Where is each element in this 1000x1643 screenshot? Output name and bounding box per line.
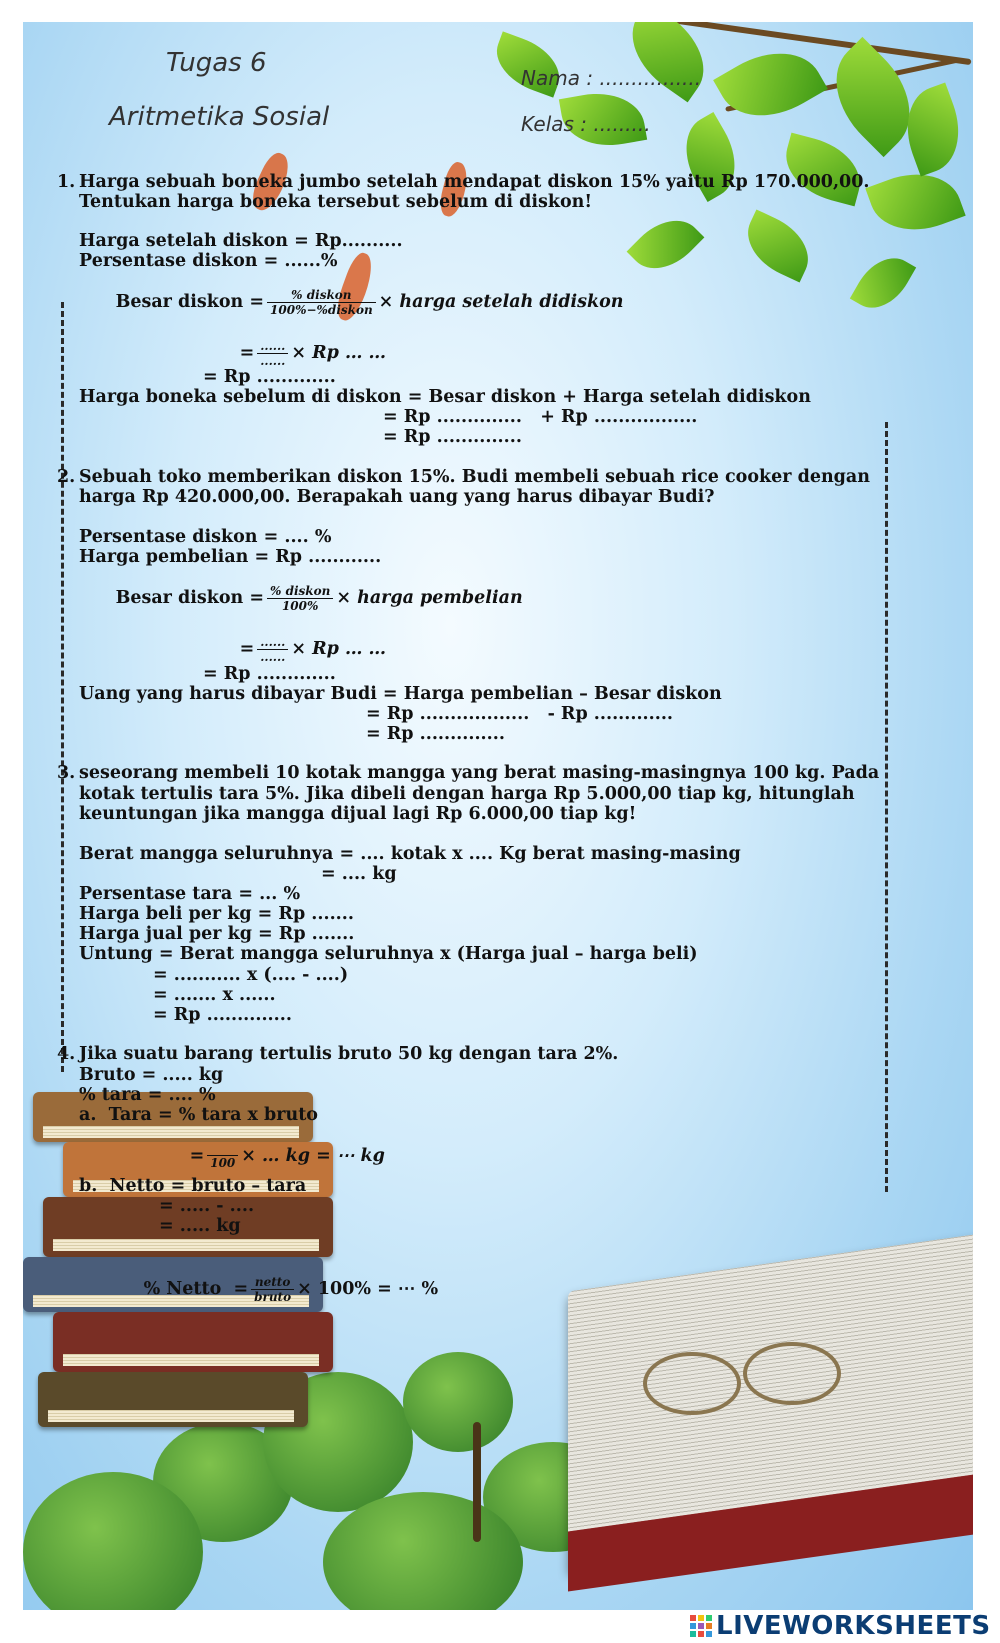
answer-line[interactable]: Harga jual per kg = Rp ....... bbox=[79, 924, 355, 944]
fraction[interactable] bbox=[257, 339, 288, 368]
formula-eq: = bbox=[189, 1146, 205, 1166]
answer-line[interactable]: = Rp .............. + Rp ................. bbox=[383, 407, 698, 427]
question-text: Tentukan harga boneka tersebut sebelum di diskon! bbox=[79, 192, 593, 212]
fraction-numerator[interactable] bbox=[207, 1143, 238, 1156]
fraction[interactable] bbox=[257, 635, 288, 664]
formula-tail[interactable]: × 100% = ⋯ % bbox=[297, 1279, 439, 1299]
right-dashed-line bbox=[885, 422, 888, 1192]
answer-line[interactable]: Harga beli per kg = Rp ....... bbox=[79, 904, 354, 924]
answer-line: b. Netto = bruto – tara bbox=[79, 1176, 307, 1196]
formula-tail: × harga pembelian bbox=[336, 588, 523, 608]
answer-line[interactable]: = Rp .............. bbox=[153, 1005, 292, 1025]
fraction-denominator: 100% bbox=[281, 599, 319, 613]
name-field[interactable]: Nama : ................ bbox=[521, 66, 702, 90]
answer-line[interactable]: = Rp .............. bbox=[366, 724, 505, 744]
glasses-icon bbox=[643, 1352, 741, 1415]
answer-line[interactable]: Harga pembelian = Rp ............ bbox=[79, 547, 382, 567]
class-field[interactable]: Kelas : ......... bbox=[521, 112, 651, 136]
fraction bbox=[267, 584, 333, 613]
answer-line[interactable]: = Rp .................. - Rp ............. bbox=[366, 704, 674, 724]
fraction-numerator[interactable]: ...... bbox=[257, 635, 288, 650]
question-text: harga Rp 420.000,00. Berapakah uang yang harus dibayar Budi? bbox=[79, 487, 715, 507]
answer-line[interactable]: Bruto = ..... kg bbox=[79, 1065, 224, 1085]
formula-eq: = bbox=[239, 639, 255, 659]
question-text: seseorang membeli 10 kotak mangga yang berat masing-masingnya 100 kg. Pada bbox=[79, 763, 880, 783]
worksheet bbox=[23, 22, 973, 1610]
answer-line[interactable]: = ....... x ...... bbox=[153, 985, 276, 1005]
question-number: 3. bbox=[57, 763, 76, 783]
fraction-denominator: 100%−%diskon bbox=[270, 303, 373, 317]
formula-tail[interactable]: × … kg = ⋯ kg bbox=[241, 1146, 385, 1166]
formula-eq: = bbox=[239, 343, 255, 363]
left-dashed-line bbox=[61, 302, 64, 1072]
answer-line[interactable]: = Rp ............. bbox=[203, 664, 336, 684]
formula-tail: × harga setelah didiskon bbox=[378, 292, 624, 312]
liveworksheets-icon bbox=[690, 1615, 712, 1637]
answer-line[interactable]: Persentase diskon = ......% bbox=[79, 251, 338, 271]
fraction-numerator: % diskon bbox=[267, 584, 333, 599]
question-text: keuntungan jika mangga dijual lagi Rp 6.000,00 tiap kg! bbox=[79, 804, 637, 824]
question-text: Sebuah toko memberikan diskon 15%. Budi membeli sebuah rice cooker dengan bbox=[79, 467, 870, 487]
fraction bbox=[251, 1275, 294, 1304]
formula-tail[interactable]: × Rp … … bbox=[291, 343, 387, 363]
formula-label: Besar diskon = bbox=[115, 292, 265, 312]
fraction-numerator: netto bbox=[251, 1275, 294, 1290]
question-text: Harga sebuah boneka jumbo setelah mendapat diskon 15% yaitu Rp 170.000,00. bbox=[79, 172, 870, 192]
answer-line: Harga boneka sebelum di diskon = Besar diskon + Harga setelah didiskon bbox=[79, 387, 811, 407]
answer-line[interactable]: Persentase diskon = .... % bbox=[79, 527, 332, 547]
question-text: Jika suatu barang tertulis bruto 50 kg dengan tara 2%. bbox=[79, 1044, 619, 1064]
answer-line: Uang yang harus dibayar Budi = Harga pembelian – Besar diskon bbox=[79, 684, 722, 704]
answer-line: Untung = Berat mangga seluruhnya x (Harga jual – harga beli) bbox=[79, 944, 698, 964]
fraction-numerator[interactable]: ...... bbox=[257, 339, 288, 354]
question-number: 4. bbox=[57, 1044, 76, 1064]
fraction-numerator: % diskon bbox=[267, 288, 376, 303]
fraction-denominator: bruto bbox=[254, 1290, 292, 1304]
fraction bbox=[267, 288, 376, 317]
liveworksheets-brand: LIVEWORKSHEETS bbox=[716, 1611, 991, 1641]
answer-line[interactable]: = ..... - .... bbox=[159, 1196, 255, 1216]
answer-line[interactable]: % tara = .... % bbox=[79, 1085, 216, 1105]
question-text: kotak tertulis tara 5%. Jika dibeli dengan harga Rp 5.000,00 tiap kg, hitunglah bbox=[79, 784, 855, 804]
formula-label: Besar diskon = bbox=[115, 588, 265, 608]
answer-line[interactable]: = ........... x (.... - ....) bbox=[153, 965, 349, 985]
answer-line[interactable]: Persentase tara = ... % bbox=[79, 884, 301, 904]
formula-tail[interactable]: × Rp … … bbox=[291, 639, 387, 659]
fraction[interactable] bbox=[207, 1143, 238, 1170]
worksheet-title: Tugas 6 bbox=[166, 48, 267, 78]
answer-line[interactable]: Berat mangga seluruhnya = .... kotak x .... Kg berat masing-masing bbox=[79, 844, 741, 864]
answer-line[interactable]: = Rp ............. bbox=[203, 367, 336, 387]
worksheet-subtitle: Aritmetika Sosial bbox=[109, 102, 330, 132]
question-number: 1. bbox=[57, 172, 76, 192]
answer-line[interactable]: = .... kg bbox=[321, 864, 397, 884]
answer-line[interactable]: = Rp .............. bbox=[383, 427, 522, 447]
glasses-icon-lens bbox=[743, 1342, 841, 1405]
liveworksheets-logo[interactable] bbox=[690, 1612, 991, 1640]
question-number: 2. bbox=[57, 467, 76, 487]
answer-line: a. Tara = % tara x bruto bbox=[79, 1105, 318, 1125]
formula-line[interactable] bbox=[107, 1254, 438, 1325]
formula-label: % Netto = bbox=[143, 1279, 249, 1299]
answer-line[interactable]: Harga setelah diskon = Rp.......... bbox=[79, 231, 403, 251]
fraction-denominator[interactable]: ...... bbox=[260, 650, 286, 664]
answer-line[interactable]: = ..... kg bbox=[159, 1216, 241, 1236]
fraction-denominator[interactable]: ...... bbox=[260, 354, 286, 368]
fraction-denominator: 100 bbox=[210, 1156, 236, 1170]
